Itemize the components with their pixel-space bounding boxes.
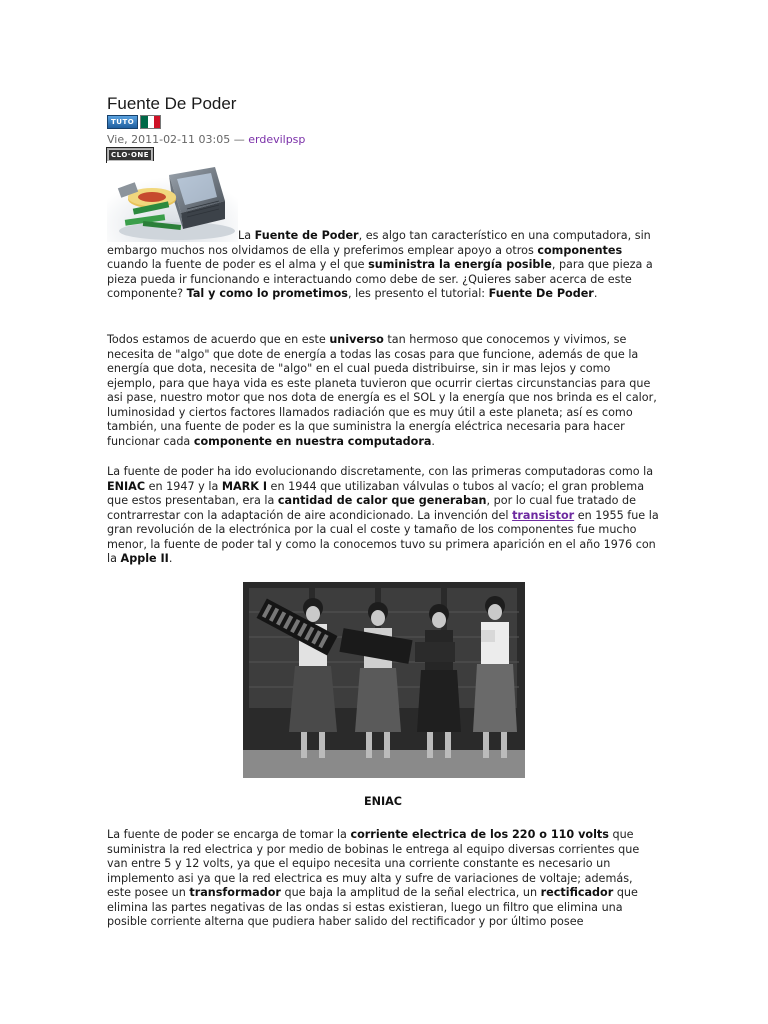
- transistor-link[interactable]: transistor: [512, 508, 575, 522]
- clone-badge[interactable]: CLO·ONE: [107, 148, 153, 162]
- tag-badges: [107, 115, 161, 129]
- page-title: Fuente De Poder: [107, 94, 237, 113]
- flag-stripe-red: [154, 116, 160, 128]
- paragraph-intro: La Fuente de Poder, es algo tan característico en una computadora, sin embargo muchos nos olvidamos de ella y preferimos emplear apoyo a otros componentes cuando la fuente de poder es el alma y el que suministra la energía posible, para que pieza a pieza pueda ir funcionando e interactuando como debe de ser. ¿Quieres saber acerca de este componente? Tal y como lo prometimos, les presento el tutorial: Fuente De Poder.: [107, 229, 653, 300]
- meta-separator: —: [230, 133, 249, 146]
- post-date: Vie, 2011-02-11 03:05: [107, 133, 231, 146]
- paragraph-history: La fuente de poder ha ido evolucionando discretamente, con las primeras computadoras como la ENIAC en 1947 y la MARK I en 1944 que utilizaban válvulas o tubos al vacío; el gran problema que estos presentaban, era la cantidad de calor que generaban, por lo cual fue tratado de contrarrestar con la adaptación de aire acondicionado. La invención del transistor en 1955 fue la gran revolución de la electrónica por la cual el coste y tamaño de los componentes fue mucho menor, la fuente de poder tal y como la conocemos tuvo su primera aparición en el año 1976 con la Apple II.: [107, 465, 659, 565]
- tuto-badge[interactable]: TUTO: [107, 115, 138, 129]
- eniac-photo: [243, 582, 525, 778]
- paragraph-energy: Todos estamos de acuerdo que en este universo tan hermoso que conocemos y vivimos, se necesita de "algo" que dote de energía a todas las cosas para que funcione, además de que la energía que dota, necesita de "algo" en el cual pueda distribuirse, sin ir mas lejos y como ejemplo, para que haya vida es este planeta tuvieron que ocurrir ciertas circunstancias para que asi pase, nuestro motor que nos dota de energía es el SOL y la energía que nos brinda es el calor, luminosidad y ciertos factores llamados radiación que es muy útil a este planeta; así es como también, una fuente de poder es la que suministra la energía eléctrica necesaria para hacer funcionar cada componente en nuestra computadora.: [107, 333, 657, 448]
- mexico-flag-icon: [140, 115, 161, 129]
- author-link[interactable]: erdevilpsp: [248, 133, 306, 146]
- paragraph-function: La fuente de poder se encarga de tomar la corriente electrica de los 220 o 110 volts que suministra la red electrica y por medio de bobinas le entrega al equipo diversas corrientes que van entre 5 y 12 volts, ya que el equipo necesita una corriente constante es necesario un implemento asi ya que la red electrica es muy alta y sufre de variaciones de voltaje; además, este posee un transformador que baja la amplitud de la señal electrica, un rectificador que elimina las partes negativas de las ondas si estas existieran, luego un filtro que elimina una posible corriente alterna que pudiera haber salido del rectificador y por último posee: [107, 828, 640, 928]
- post-meta: [107, 133, 305, 146]
- photo-caption: ENIAC: [363, 795, 403, 808]
